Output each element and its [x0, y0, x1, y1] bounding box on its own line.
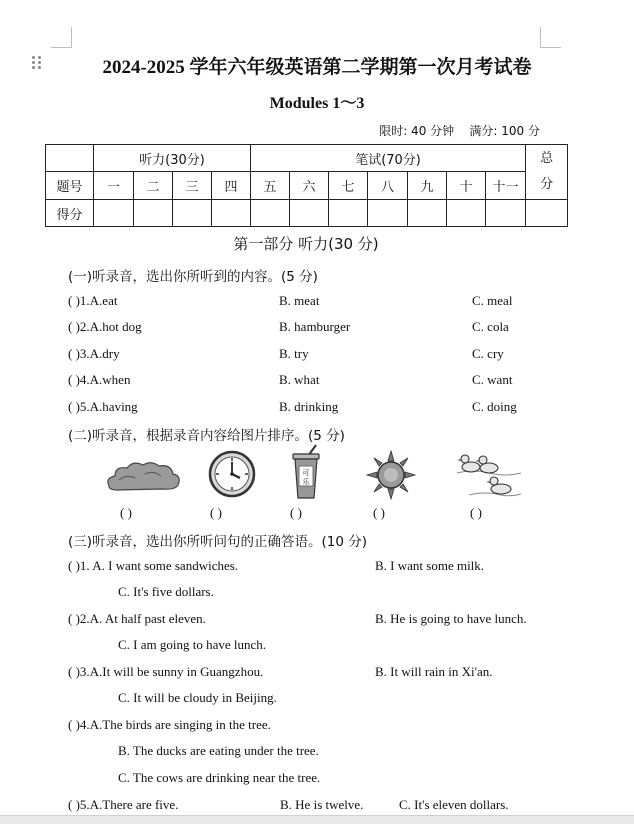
total-header: 总分: [526, 145, 568, 200]
q1-5-a: ( )5.A.having: [68, 399, 138, 414]
page-subtitle: Modules 1～3: [269, 95, 365, 112]
q3-2-a: ( )2.A. At half past eleven.: [68, 611, 206, 626]
q3-3-a: ( )3.A.It will be sunny in Guangzhou.: [68, 664, 264, 679]
q3-5-c: C. It's eleven dollars.: [399, 797, 509, 812]
q3-1-a: ( )1. A. I want some sandwiches.: [68, 558, 239, 573]
q1-1-c: C. meal: [472, 293, 513, 308]
time-limit: 限时: 40 分钟: [379, 124, 455, 138]
q1-4-a: ( )4.A.when: [68, 372, 131, 387]
col-11: 十一: [486, 172, 526, 200]
col-8: 八: [368, 172, 408, 200]
score-cell[interactable]: [134, 200, 173, 227]
q3-1-b: B. I want some milk.: [375, 558, 485, 573]
order-blank-5[interactable]: ( ): [470, 505, 482, 520]
col-7: 七: [329, 172, 368, 200]
q1-3-b: B. try: [279, 346, 309, 361]
q3-2-b: B. He is going to have lunch.: [375, 611, 527, 626]
score-cell[interactable]: [329, 200, 368, 227]
score-cell[interactable]: [290, 200, 329, 227]
col-5: 五: [251, 172, 290, 200]
order-blank-4[interactable]: ( ): [373, 505, 385, 520]
section2-title: (二)听录音，根据录音内容给图片排序。(5 分): [68, 428, 345, 444]
row-label-number: 题号: [46, 172, 94, 200]
ducks-icon: [455, 449, 523, 499]
cup-label-top: 可乐: [302, 469, 310, 486]
col-1: 一: [94, 172, 134, 200]
score-cell[interactable]: [251, 200, 290, 227]
order-blank-2[interactable]: ( ): [210, 505, 222, 520]
sun-icon: [366, 450, 416, 500]
q3-2-c: C. I am going to have lunch.: [118, 637, 267, 652]
score-cell[interactable]: [486, 200, 526, 227]
section1-title: (一)听录音，选出你所听到的内容。(5 分): [68, 269, 318, 285]
q1-5-c: C. doing: [472, 399, 517, 414]
score-cell[interactable]: [212, 200, 251, 227]
score-cell[interactable]: [94, 200, 134, 227]
col-6: 六: [290, 172, 329, 200]
cloud-icon: [103, 456, 183, 496]
clock-icon: [207, 449, 257, 499]
crop-mark-top-right: [540, 27, 561, 48]
order-blank-1[interactable]: ( ): [120, 505, 132, 520]
q1-3-a: ( )3.A.dry: [68, 346, 120, 361]
q1-1-b: B. meat: [279, 293, 320, 308]
col-2: 二: [134, 172, 173, 200]
q3-4-a: ( )4.A.The birds are singing in the tree.: [68, 717, 271, 732]
crop-mark-top-left: [51, 27, 72, 48]
score-cell[interactable]: [368, 200, 408, 227]
col-10: 十: [447, 172, 486, 200]
writing-header: 笔试(70分): [251, 145, 526, 172]
q3-1-c: C. It's five dollars.: [118, 584, 214, 599]
col-9: 九: [408, 172, 447, 200]
q1-3-c: C. cry: [472, 346, 504, 361]
q1-4-c: C. want: [472, 372, 513, 387]
score-table-corner: [46, 145, 94, 172]
score-cell[interactable]: [447, 200, 486, 227]
score-cell[interactable]: [526, 200, 568, 227]
q3-3-b: B. It will rain in Xi'an.: [375, 664, 493, 679]
q1-2-b: B. hamburger: [279, 319, 351, 334]
q1-2-c: C. cola: [472, 319, 509, 334]
section3-title: (三)听录音，选出你所听问句的正确答语。(10 分): [68, 534, 368, 550]
listening-header: 听力(30分): [94, 145, 251, 172]
q3-5-b: B. He is twelve.: [280, 797, 364, 812]
q3-4-b: B. The ducks are eating under the tree.: [118, 743, 319, 758]
row-label-score: 得分: [46, 200, 94, 227]
order-blank-3[interactable]: ( ): [290, 505, 302, 520]
q1-2-a: ( )2.A.hot dog: [68, 319, 142, 334]
score-table: [45, 144, 568, 227]
q1-5-b: B. drinking: [279, 399, 339, 414]
page-title: 2024-2025 学年六年级英语第二学期第一次月考试卷: [102, 57, 532, 78]
col-3: 三: [173, 172, 212, 200]
q1-4-b: B. what: [279, 372, 320, 387]
score-cell[interactable]: [173, 200, 212, 227]
q3-4-c: C. The cows are drinking near the tree.: [118, 770, 321, 785]
col-4: 四: [212, 172, 251, 200]
score-cell[interactable]: [408, 200, 447, 227]
part1-title: 第一部分 听力(30 分): [233, 235, 379, 253]
exam-meta: [379, 122, 540, 139]
q3-5-a: ( )5.A.There are five.: [68, 797, 179, 812]
q1-1-a: ( )1.A.eat: [68, 293, 118, 308]
cola-cup-icon: [290, 444, 322, 500]
full-score: 满分: 100 分: [469, 124, 540, 138]
q3-3-c: C. It will be cloudy in Beijing.: [118, 690, 277, 705]
